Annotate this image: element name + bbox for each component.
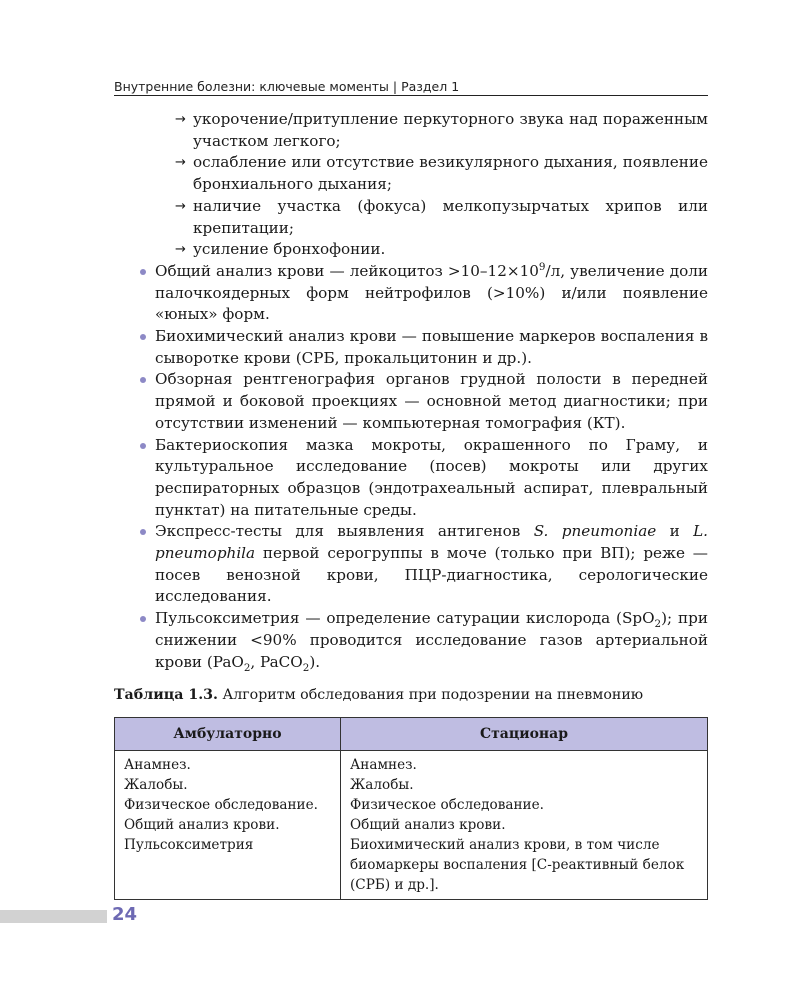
bullet-express-tests: Экспресс-тесты для выявления антигенов S. pneumoniae и L. pneumophila первой серогруппы в моче (только при ВП); реже — посев венозной крови, ПЦР-диагностика, серологические исследования. xyxy=(140,521,708,608)
bullet-pulse-oximetry: Пульсоксиметрия — определение сатурации кислорода (SpO$_2$); при снижении <90% проводится исследование газов артериальной крови (PaO$_2$, PaCO$_2$). xyxy=(140,608,708,673)
table-header-row xyxy=(115,718,708,751)
exam-algorithm-table xyxy=(114,717,708,900)
list-item: → усиление бронхофонии. xyxy=(140,239,708,261)
diagnostics-list xyxy=(140,261,708,673)
bullet-bacterioscopy: Бактериоскопия мазка мокроты, окрашенного по Граму, и культуральное исследование (посев) мокроты или других респираторных образцов (эндотрахеальный аспират, плевральный пунктат) на питательные среды. xyxy=(140,435,708,522)
list-item: Физическое обследование. xyxy=(124,797,318,813)
physical-exam-sublist xyxy=(140,109,708,261)
bullet-icon xyxy=(140,334,146,340)
table-caption: Таблица 1.3. Алгоритм обследования при подозрении на пневмонию xyxy=(114,687,644,703)
list-item: Анамнез. xyxy=(350,757,417,773)
bullet-icon xyxy=(140,616,146,622)
list-item: Жалобы. xyxy=(350,777,414,793)
table-row xyxy=(115,751,708,900)
arrow-icon: → xyxy=(175,112,186,127)
outpatient-cell xyxy=(115,751,341,900)
column-header-outpatient: Амбулаторно xyxy=(115,718,341,751)
list-item: Пульсоксиметрия xyxy=(124,837,254,853)
inpatient-cell xyxy=(341,751,708,900)
bullet-icon xyxy=(140,443,146,449)
column-header-inpatient: Стационар xyxy=(341,718,708,751)
running-head: Внутренние болезни: ключевые моменты | Раздел 1 xyxy=(114,79,460,94)
arrow-icon: → xyxy=(175,155,186,171)
bullet-icon xyxy=(140,269,146,275)
arrow-icon: → xyxy=(175,242,186,258)
list-item: Общий анализ крови. xyxy=(124,817,280,833)
page-body xyxy=(140,109,708,673)
list-item: → ослабление или отсутствие везикулярного дыхания, появление бронхиального дыхания; xyxy=(175,153,708,194)
bullet-radiography: Обзорная рентгенография органов грудной полости в передней прямой и боковой проекциях — основной метод диагностики; при отсутствии изменений — компьютерная томография (КТ). xyxy=(140,369,708,434)
arrow-icon: → xyxy=(175,198,186,214)
bullet-blood-test: Общий анализ крови — лейкоцитоз $>10-12\times 10^9/л$, увеличение доли палочкоядерных форм нейтрофилов (>10%) и/или появление «юных» форм. xyxy=(140,261,708,326)
list-item: Общий анализ крови. xyxy=(350,817,506,833)
bullet-biochemistry: Биохимический анализ крови — повышение маркеров воспаления в сыворотке крови (СРБ, прокальцитонин и др.). xyxy=(140,326,708,369)
list-item: → укорочение/притупление перкуторного звука над пораженным участком легкого; xyxy=(175,110,708,150)
bullet-icon xyxy=(140,529,146,535)
footer-bar xyxy=(0,910,107,923)
list-item: Жалобы. xyxy=(124,777,188,793)
list-item: → наличие участка (фокуса) мелкопузырчатых хрипов или крепитации; xyxy=(175,196,708,237)
list-item: Анамнез. xyxy=(124,757,191,773)
page-number: 24 xyxy=(112,904,138,925)
bullet-icon xyxy=(140,377,146,383)
list-item: Физическое обследование. xyxy=(350,797,544,813)
list-item: Биохимический анализ крови, в том числе биомаркеры воспаления [С-реактивный белок (СРБ) и др.]. xyxy=(350,837,685,893)
header-rule xyxy=(114,95,708,96)
